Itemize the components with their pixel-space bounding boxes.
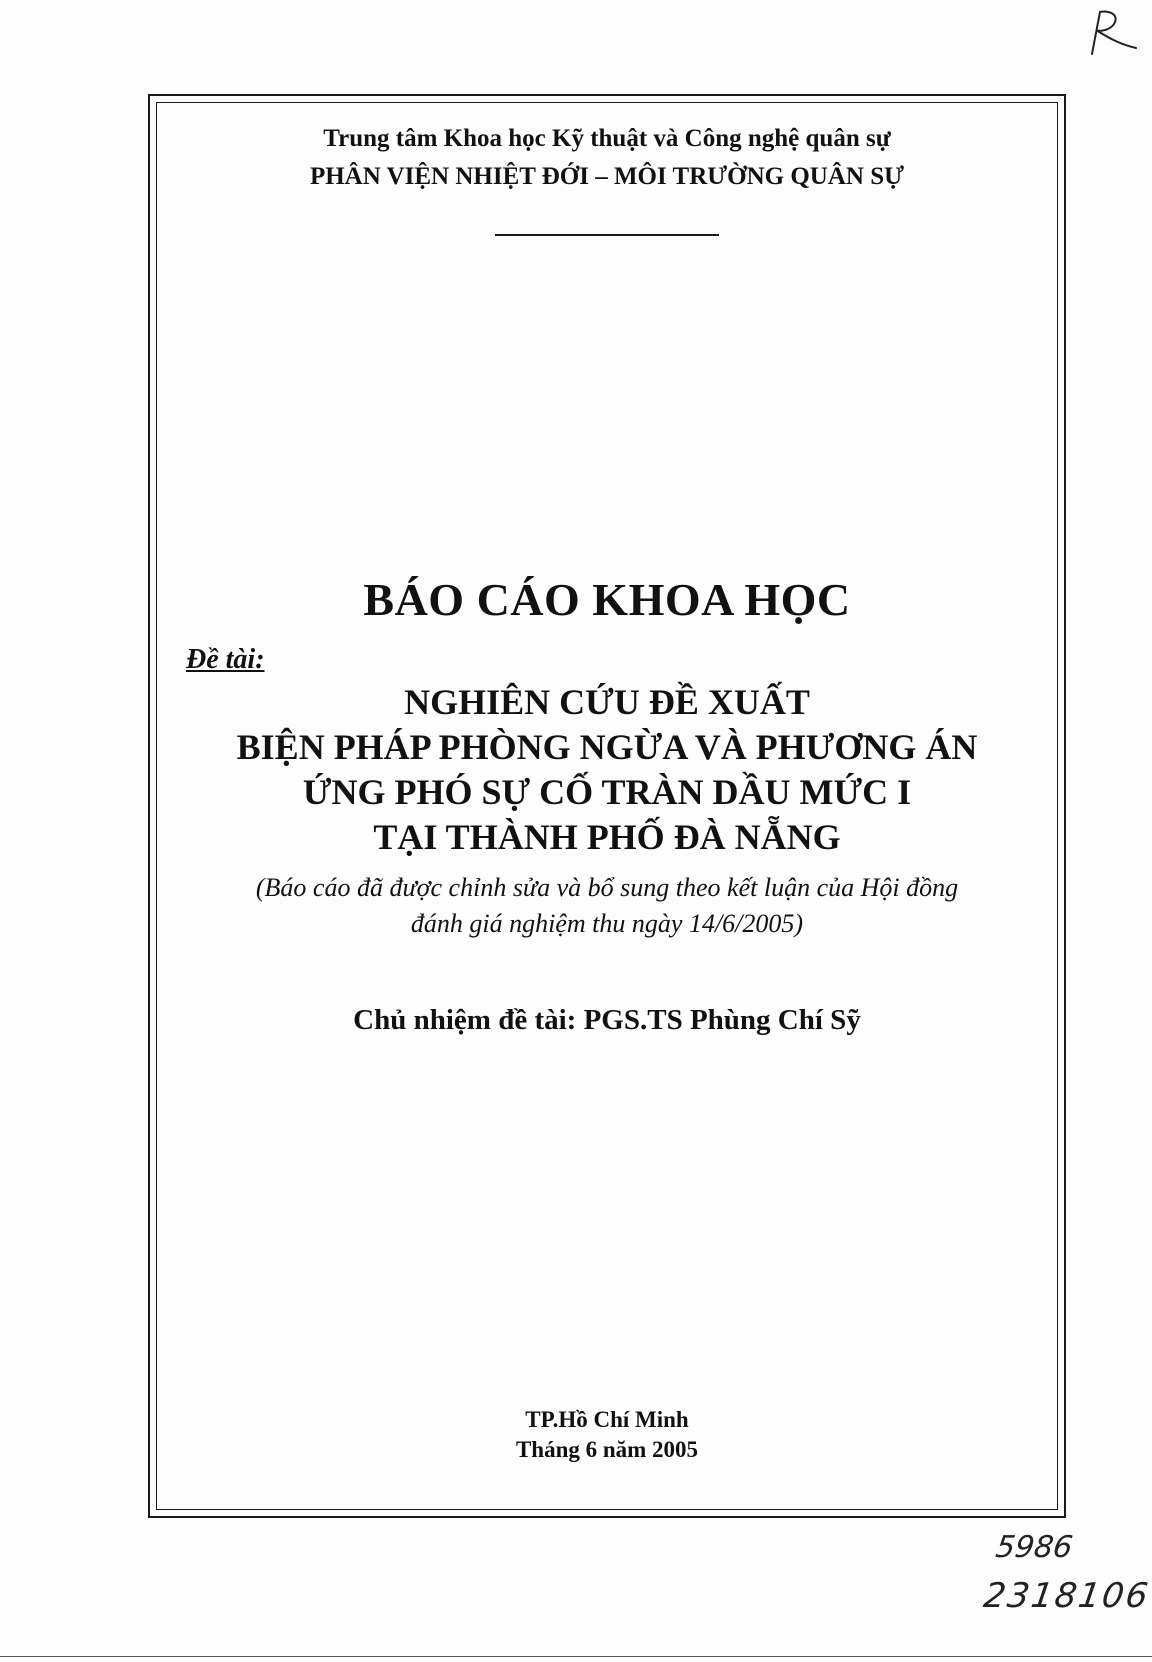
- note-line: đánh giá nghiệm thu ngày 14/6/2005): [410, 909, 804, 938]
- header-divider: [495, 234, 719, 236]
- institution-header: [156, 120, 1058, 196]
- handwritten-number-2: 2318106: [981, 1576, 1152, 1616]
- date: Tháng 6 năm 2005: [515, 1437, 699, 1462]
- place: TP.Hồ Chí Minh: [525, 1407, 689, 1432]
- topic-line: BIỆN PHÁP PHÒNG NGỪA VÀ PHƯƠNG ÁN: [236, 727, 978, 767]
- revision-note: [160, 870, 1054, 942]
- topic-title: [156, 680, 1058, 860]
- report-title: BÁO CÁO KHOA HỌC: [363, 574, 851, 625]
- topic-label: Đề tài:: [186, 644, 265, 675]
- topic-line: TẠI THÀNH PHỐ ĐÀ NẴNG: [373, 817, 841, 857]
- handwritten-corner-mark: [1078, 8, 1138, 58]
- scan-bottom-edge: [0, 1656, 1152, 1657]
- place-and-date: [156, 1405, 1058, 1465]
- handwritten-number-1: 5986: [993, 1530, 1075, 1565]
- topic-line: ỨNG PHÓ SỰ CỐ TRÀN DẦU MỨC I: [302, 772, 912, 812]
- institution-name: Trung tâm Khoa học Kỹ thuật và Công nghệ quân sự: [323, 125, 891, 152]
- topic-line: NGHIÊN CỨU ĐỀ XUẤT: [404, 682, 810, 722]
- note-line: (Báo cáo đã được chỉnh sửa và bổ sung theo kết luận của Hội đồng: [255, 873, 959, 902]
- project-director: Chủ nhiệm đề tài: PGS.TS Phùng Chí Sỹ: [353, 1004, 861, 1036]
- sub-institute-name: PHÂN VIỆN NHIỆT ĐỚI – MÔI TRƯỜNG QUÂN SỰ: [309, 163, 905, 190]
